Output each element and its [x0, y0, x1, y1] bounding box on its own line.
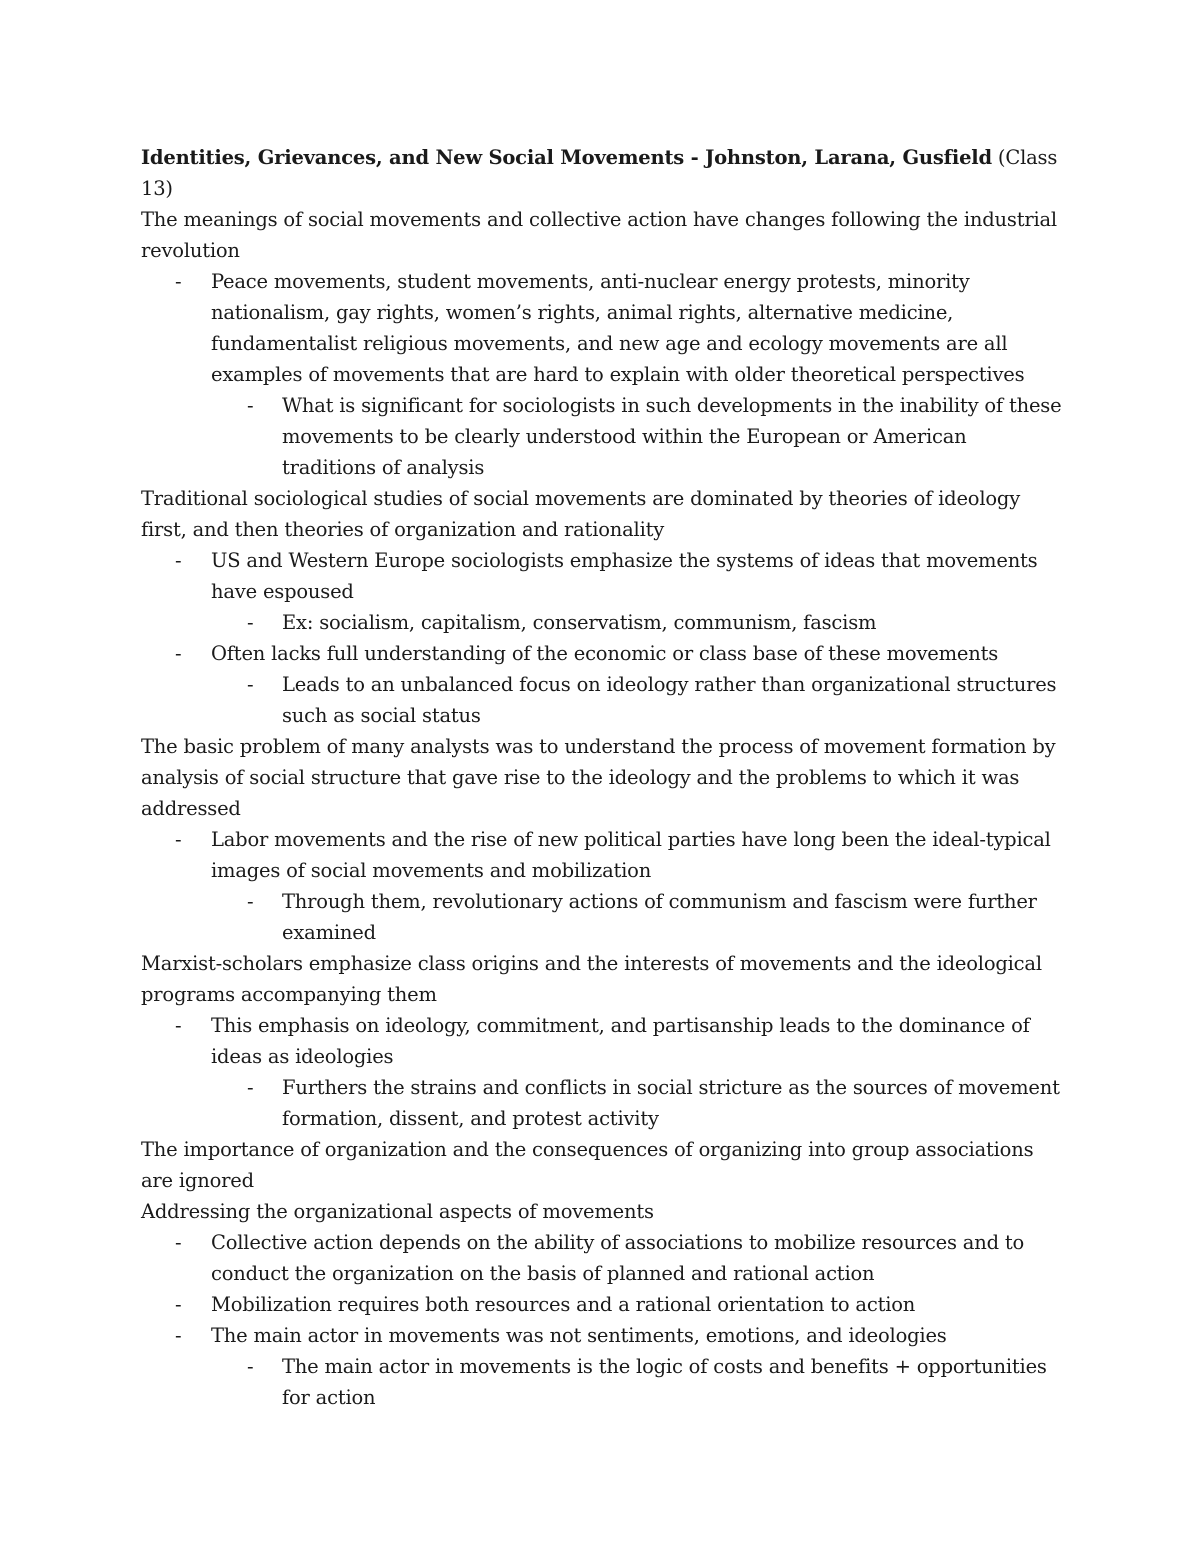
- bullet-item: [141, 1320, 1066, 1351]
- block-text: US and Western Europe sociologists emphasize the systems of ideas that movements have espoused: [211, 549, 1038, 603]
- block-text: The meanings of social movements and collective action have changes following the industrial revolution: [141, 208, 1057, 262]
- paragraph: [141, 1134, 1066, 1196]
- block-text: Through them, revolutionary actions of communism and fascism were further examined: [282, 890, 1037, 944]
- bullet-item: [141, 1289, 1066, 1320]
- dash-bullet: -: [175, 642, 182, 665]
- block-text: Furthers the strains and conflicts in social stricture as the sources of movement formation, dissent, and protest activity: [282, 1076, 1060, 1130]
- bullet-item: [141, 1010, 1066, 1072]
- bullet-item: [141, 1227, 1066, 1289]
- paragraph: [141, 483, 1066, 545]
- dash-bullet: -: [247, 394, 254, 417]
- block-text: Labor movements and the rise of new political parties have long been the ideal-typical images of social movements and mobilization: [211, 828, 1051, 882]
- block-text: The basic problem of many analysts was to understand the process of movement formation by analysis of social structure that gave rise to the ideology and the problems to which it was addressed: [141, 735, 1056, 820]
- paragraph: [141, 731, 1066, 824]
- title-bold-text: Identities, Grievances, and New Social Movements - Johnston, Larana, Gusfield: [141, 146, 992, 169]
- bullet-item: [141, 638, 1066, 669]
- block-text: Collective action depends on the ability of associations to mobilize resources and to conduct the organization on the basis of planned and rational action: [211, 1231, 1025, 1285]
- dash-bullet: -: [175, 549, 182, 572]
- block-text: Often lacks full understanding of the economic or class base of these movements: [211, 642, 999, 665]
- block-text: Marxist-scholars emphasize class origins and the interests of movements and the ideological programs accompanying them: [141, 952, 1042, 1006]
- dash-bullet: -: [247, 611, 254, 634]
- sub-bullet-item: [141, 390, 1066, 483]
- paragraph: [141, 948, 1066, 1010]
- sub-bullet-item: [141, 669, 1066, 731]
- block-text: Leads to an unbalanced focus on ideology rather than organizational structures such as social status: [282, 673, 1057, 727]
- dash-bullet: -: [175, 1014, 182, 1037]
- document-page: [141, 142, 1066, 1413]
- dash-bullet: -: [247, 1355, 254, 1378]
- dash-bullet: -: [175, 1231, 182, 1254]
- sub-bullet-item: [141, 1072, 1066, 1134]
- block-text: Mobilization requires both resources and a rational orientation to action: [211, 1293, 916, 1316]
- paragraph: [141, 204, 1066, 266]
- bullet-item: [141, 824, 1066, 886]
- sub-bullet-item: [141, 886, 1066, 948]
- block-text: Ex: socialism, capitalism, conservatism, communism, fascism: [282, 611, 877, 634]
- block-text: The main actor in movements was not sentiments, emotions, and ideologies: [211, 1324, 947, 1347]
- dash-bullet: -: [175, 1293, 182, 1316]
- block-text: This emphasis on ideology, commitment, and partisanship leads to the dominance of ideas as ideologies: [211, 1014, 1030, 1068]
- sub-bullet-item: [141, 1351, 1066, 1413]
- dash-bullet: -: [247, 673, 254, 696]
- block-text: The main actor in movements is the logic of costs and benefits + opportunities for action: [282, 1355, 1047, 1409]
- block-text: Peace movements, student movements, anti-nuclear energy protests, minority nationalism, gay rights, women’s rights, animal rights, alternative medicine, fundamentalist religious movements, and new age and ecology movements are all examples of movements that are hard to explain with older theoretical perspectives: [211, 270, 1025, 386]
- sub-bullet-item: [141, 607, 1066, 638]
- block-text: What is significant for sociologists in such developments in the inability of these movements to be clearly understood within the European or American traditions of analysis: [282, 394, 1062, 479]
- dash-bullet: -: [175, 270, 182, 293]
- block-text: Traditional sociological studies of social movements are dominated by theories of ideology first, and then theories of organization and rationality: [141, 487, 1021, 541]
- dash-bullet: -: [175, 828, 182, 851]
- block-text: Addressing the organizational aspects of movements: [141, 1200, 654, 1223]
- dash-bullet: -: [247, 1076, 254, 1099]
- dash-bullet: -: [247, 890, 254, 913]
- dash-bullet: -: [175, 1324, 182, 1347]
- notes-body: [141, 204, 1066, 1413]
- bullet-item: [141, 266, 1066, 390]
- bullet-item: [141, 545, 1066, 607]
- block-text: The importance of organization and the consequences of organizing into group associations are ignored: [141, 1138, 1034, 1192]
- document-title: [141, 142, 1066, 204]
- title-class-label: (Class 13): [141, 146, 1058, 200]
- paragraph: [141, 1196, 1066, 1227]
